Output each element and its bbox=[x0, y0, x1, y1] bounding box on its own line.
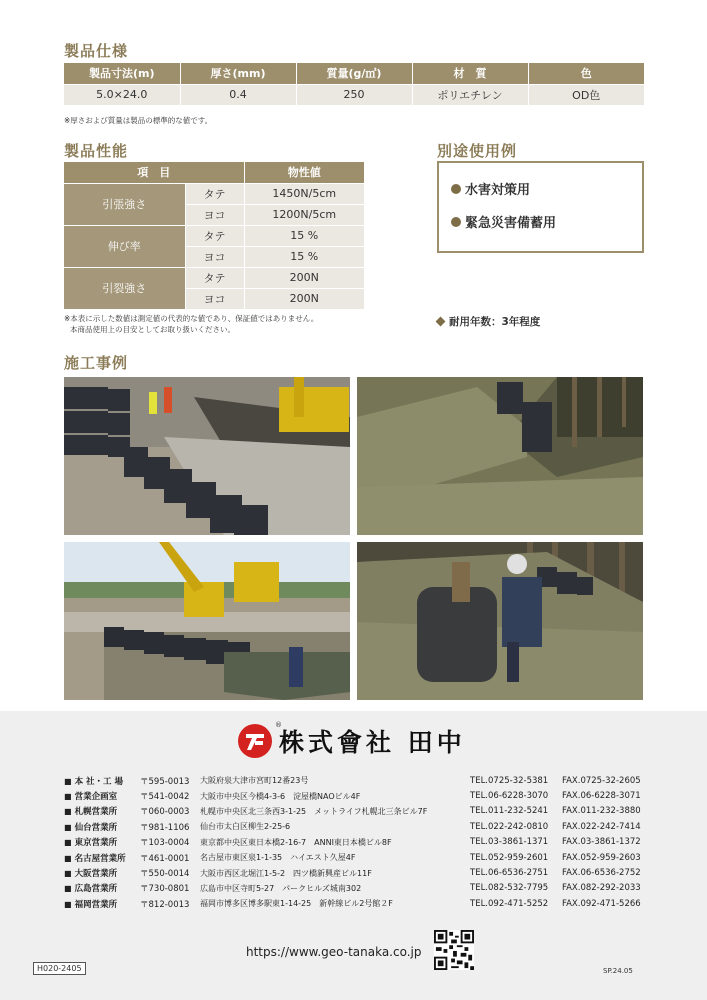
performance-header-item: 項 目 bbox=[64, 162, 244, 183]
office-row: ■ 札幌営業所 〒060-0003 札幌市中央区北三条西3-1-25 メットライフ札幌北三条ビル7F TEL.011-232-5241 FAX.011-232-3880 bbox=[64, 804, 664, 819]
durability: 耐用年数：3年程度 bbox=[437, 314, 540, 329]
performance-direction: タテ bbox=[185, 225, 244, 246]
office-row: ■ 福岡営業所 〒812-0013 福岡市博多区博多駅東1-14-25 新幹線ビル2号館２F TEL.092-471-5252 FAX.092-471-5266 bbox=[64, 896, 664, 911]
spec-header: 質量(g/㎡) bbox=[296, 63, 412, 84]
performance-direction: タテ bbox=[185, 267, 244, 288]
office-row: ■ 仙台営業所 〒981-1106 仙台市太白区柳生2-25-6 TEL.022-242-0810 FAX.022-242-7414 bbox=[64, 819, 664, 834]
diamond-icon bbox=[436, 317, 446, 327]
spec-title: 製品仕様 bbox=[64, 42, 129, 60]
spec-table bbox=[64, 63, 644, 105]
spec-cell: ポリエチレン bbox=[412, 84, 528, 105]
spec-header: 材 質 bbox=[412, 63, 528, 84]
spec-cell: OD色 bbox=[528, 84, 644, 105]
company-name: 株式會社 田中 bbox=[279, 728, 466, 757]
spec-note: ※厚さおよび質量は製品の標準的な値です。 bbox=[64, 116, 213, 125]
performance-value: 200N bbox=[244, 288, 364, 309]
use-item: 水害対策用 bbox=[451, 179, 630, 198]
company-mark-icon bbox=[237, 723, 273, 759]
uses-box bbox=[437, 161, 644, 253]
office-row: ■ 広島営業所 〒730-0801 広島市中区寺町5-27 パークヒルズ城南302 TEL.082-532-7795 FAX.082-292-2033 bbox=[64, 881, 664, 896]
office-row: ■ 名古屋営業所 〒461-0001 名古屋市東区泉1-1-35 ハイエスト久屋4F TEL.052-959-2601 FAX.052-959-2603 bbox=[64, 850, 664, 865]
performance-direction: タテ bbox=[185, 183, 244, 204]
document-code: H020-2405 bbox=[33, 962, 86, 975]
performance-label: 引裂強さ bbox=[64, 267, 185, 309]
spec-cell: 5.0×24.0 bbox=[64, 84, 180, 105]
performance-value: 1450N/5cm bbox=[244, 183, 364, 204]
performance-value: 15 % bbox=[244, 246, 364, 267]
case-photo-1 bbox=[64, 377, 350, 535]
performance-note-2: 本商品使用上の目安としてお取り扱いください。 bbox=[70, 325, 235, 334]
performance-label: 伸び率 bbox=[64, 225, 185, 267]
website-link[interactable]: https://www.geo-tanaka.co.jp bbox=[246, 945, 422, 959]
case-photo-2 bbox=[357, 377, 643, 535]
use-item: 緊急災害備蓄用 bbox=[451, 212, 630, 231]
qr-code-icon[interactable] bbox=[434, 930, 474, 970]
version-label: SP.24.05 bbox=[603, 967, 633, 975]
spec-cell: 0.4 bbox=[180, 84, 296, 105]
bullet-icon bbox=[451, 217, 461, 227]
company-logo bbox=[237, 723, 466, 759]
spec-header: 色 bbox=[528, 63, 644, 84]
performance-direction: ヨコ bbox=[185, 204, 244, 225]
office-row: ■ 東京営業所 〒103-0004 東京都中央区東日本橋2-16-7 ANNI東日本橋ビル8F TEL.03-3861-1371 FAX.03-3861-1372 bbox=[64, 835, 664, 850]
office-list bbox=[64, 773, 664, 912]
office-row: ■ 営業企画室 〒541-0042 大阪市中央区今橋4-3-6 淀屋橋NAOビル4F TEL.06-6228-3070 FAX.06-6228-3071 bbox=[64, 788, 664, 803]
performance-label: 引張強さ bbox=[64, 183, 185, 225]
performance-direction: ヨコ bbox=[185, 288, 244, 309]
registered-mark: ® bbox=[275, 721, 282, 729]
spec-header: 厚さ(mm) bbox=[180, 63, 296, 84]
office-row: ■ 本 社・工 場 〒595-0013 大阪府泉大津市宮町12番23号 TEL.0725-32-5381 FAX.0725-32-2605 bbox=[64, 773, 664, 788]
office-row: ■ 大阪営業所 〒550-0014 大阪市西区北堀江1-5-2 四ツ橋新興産ビル11F TEL.06-6536-2751 FAX.06-6536-2752 bbox=[64, 865, 664, 880]
spec-header: 製品寸法(m) bbox=[64, 63, 180, 84]
bullet-icon bbox=[451, 184, 461, 194]
performance-value: 1200N/5cm bbox=[244, 204, 364, 225]
performance-header-value: 物性値 bbox=[244, 162, 364, 183]
performance-value: 15 % bbox=[244, 225, 364, 246]
performance-title: 製品性能 bbox=[64, 142, 129, 160]
case-photo-4 bbox=[357, 542, 643, 700]
performance-direction: ヨコ bbox=[185, 246, 244, 267]
cases-title: 施工事例 bbox=[64, 354, 129, 372]
performance-value: 200N bbox=[244, 267, 364, 288]
uses-title: 別途使用例 bbox=[437, 142, 518, 160]
performance-note-1: ※本表に示した数値は測定値の代表的な値であり、保証値ではありません。 bbox=[64, 314, 319, 323]
performance-table bbox=[64, 162, 364, 309]
case-photo-3 bbox=[64, 542, 350, 700]
spec-cell: 250 bbox=[296, 84, 412, 105]
